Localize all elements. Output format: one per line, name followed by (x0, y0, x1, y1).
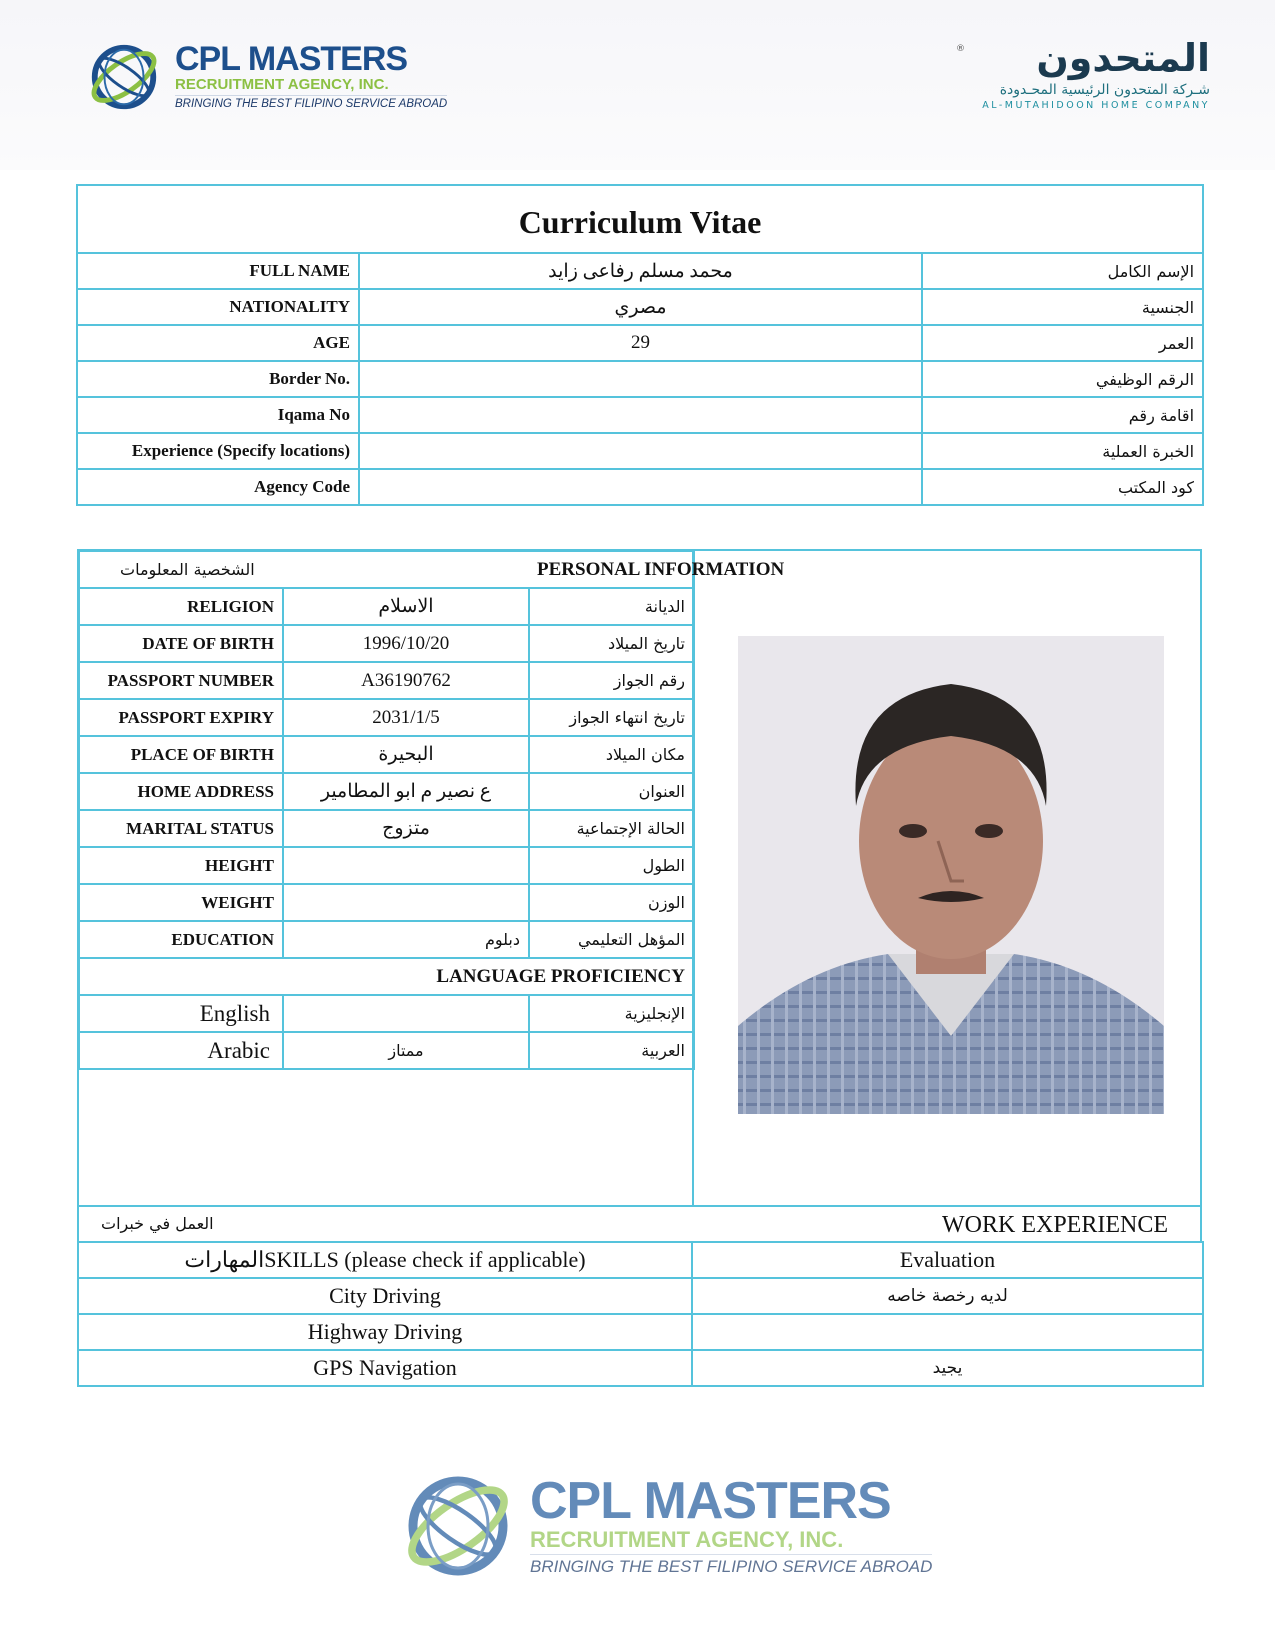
personal-value: 2031/1/5 (283, 699, 529, 736)
portrait-illustration (738, 636, 1164, 1114)
al-mutahidoon-arabic-subtitle: شـركة المتحدون الرئيسية المحـدودة (999, 81, 1210, 98)
globe-swoosh-icon (398, 1466, 518, 1586)
personal-info-heading-text: PERSONAL INFORMATION (537, 558, 785, 580)
cv-value: 29 (359, 325, 922, 361)
globe-swoosh-icon (85, 38, 163, 116)
personal-row-height (79, 847, 694, 884)
personal-value: A36190762 (283, 662, 529, 699)
personal-value: ع نصير م ابو المطامير (283, 773, 529, 810)
personal-row-date-of-birth (79, 625, 694, 662)
cpl-footer-name: CPL MASTERS (530, 1472, 891, 1531)
personal-value (283, 884, 529, 921)
cv-value (359, 469, 922, 505)
language-row-arabic (79, 1032, 694, 1069)
personal-value: البحيرة (283, 736, 529, 773)
cv-arabic-label: العمر (922, 325, 1203, 361)
cpl-masters-footer-logo (398, 1466, 932, 1586)
skill-row-gps-navigation (78, 1350, 1203, 1386)
personal-value: دبلوم (283, 921, 529, 958)
personal-row-passport-expiry (79, 699, 694, 736)
cv-label: Agency Code (77, 469, 359, 505)
language-arabic-name: العربية (529, 1032, 694, 1069)
personal-row-place-of-birth (79, 736, 694, 773)
personal-arabic-label: الديانة (529, 588, 694, 625)
cv-arabic-label: الخبرة العملية (922, 433, 1203, 469)
skill-name: GPS Navigation (78, 1350, 692, 1386)
cv-title: Curriculum Vitae (77, 185, 1203, 253)
personal-label: PASSPORT EXPIRY (79, 699, 283, 736)
cv-row-agency-code (77, 469, 1203, 505)
personal-label: EDUCATION (79, 921, 283, 958)
cv-row-full-name (77, 253, 1203, 289)
cv-row-experience (77, 433, 1203, 469)
skill-evaluation: لديه رخصة خاصه (692, 1278, 1203, 1314)
personal-row-marital-status (79, 810, 694, 847)
cpl-logo-subtitle: RECRUITMENT AGENCY, INC. (175, 76, 389, 93)
cv-arabic-label: الرقم الوظيفي (922, 361, 1203, 397)
cpl-masters-logo (85, 38, 447, 116)
personal-label: HOME ADDRESS (79, 773, 283, 810)
personal-arabic-label: الحالة الإجتماعية (529, 810, 694, 847)
cpl-logo-name: CPL MASTERS (175, 40, 408, 78)
language-name: Arabic (79, 1032, 283, 1069)
skills-heading: المهاراتSKILLS (please check if applicable) (78, 1242, 692, 1278)
cpl-logo-tagline: BRINGING THE BEST FILIPINO SERVICE ABROAD (175, 95, 447, 110)
al-mutahidoon-english-name: AL-MUTAHIDOON HOME COMPANY (982, 99, 1210, 111)
skill-row-city-driving (78, 1278, 1203, 1314)
cv-value (359, 361, 922, 397)
cv-label: AGE (77, 325, 359, 361)
cv-arabic-label: الجنسية (922, 289, 1203, 325)
cv-label: Iqama No (77, 397, 359, 433)
personal-arabic-label: رقم الجواز (529, 662, 694, 699)
work-experience-heading: WORK EXPERIENCE (942, 1212, 1168, 1238)
cv-table (76, 184, 1204, 506)
personal-arabic-label: تاريخ الميلاد (529, 625, 694, 662)
personal-row-passport-number (79, 662, 694, 699)
personal-label: HEIGHT (79, 847, 283, 884)
cv-value: مصري (359, 289, 922, 325)
language-arabic-name: الإنجليزية (529, 995, 694, 1032)
cpl-footer-tagline: BRINGING THE BEST FILIPINO SERVICE ABROAD (530, 1554, 932, 1577)
language-level: ممتاز (283, 1032, 529, 1069)
language-proficiency-heading: LANGUAGE PROFICIENCY (79, 958, 694, 995)
personal-label: MARITAL STATUS (79, 810, 283, 847)
cv-row-border-no (77, 361, 1203, 397)
work-experience-row (77, 1205, 1202, 1243)
skills-header-row (78, 1242, 1203, 1278)
cv-value (359, 433, 922, 469)
personal-label: WEIGHT (79, 884, 283, 921)
personal-row-home-address (79, 773, 694, 810)
al-mutahidoon-arabic-name: المتحدون (1036, 36, 1210, 80)
language-level (283, 995, 529, 1032)
personal-arabic-label: مكان الميلاد (529, 736, 694, 773)
personal-info-heading (529, 551, 785, 588)
cv-arabic-label: اقامة رقم (922, 397, 1203, 433)
cv-label: Experience (Specify locations) (77, 433, 359, 469)
personal-arabic-label: الطول (529, 847, 694, 884)
skill-name: City Driving (78, 1278, 692, 1314)
personal-value: الاسلام (283, 588, 529, 625)
cv-row-nationality (77, 289, 1203, 325)
registered-mark: ® (956, 44, 965, 54)
skill-row-highway-driving (78, 1314, 1203, 1350)
personal-value: 1996/10/20 (283, 625, 529, 662)
personal-arabic-label: الوزن (529, 884, 694, 921)
cv-arabic-label: الإسم الكامل (922, 253, 1203, 289)
personal-arabic-label: العنوان (529, 773, 694, 810)
language-row-english (79, 995, 694, 1032)
personal-arabic-label: تاريخ انتهاء الجواز (529, 699, 694, 736)
personal-row-education (79, 921, 694, 958)
personal-info-table (78, 550, 785, 1070)
cv-value (359, 397, 922, 433)
language-name: English (79, 995, 283, 1032)
personal-row-religion (79, 588, 694, 625)
personal-arabic-label: المؤهل التعليمي (529, 921, 694, 958)
skill-evaluation: يجيد (692, 1350, 1203, 1386)
personal-info-heading-arabic: الشخصية المعلومات (79, 551, 529, 588)
personal-value (283, 847, 529, 884)
cv-arabic-label: كود المكتب (922, 469, 1203, 505)
personal-label: PLACE OF BIRTH (79, 736, 283, 773)
skills-table (77, 1241, 1204, 1387)
personal-label: RELIGION (79, 588, 283, 625)
work-experience-heading-arabic: العمل في خبرات (101, 1214, 214, 1233)
cpl-footer-subtitle: RECRUITMENT AGENCY, INC. (530, 1527, 844, 1553)
al-mutahidoon-logo (950, 38, 1210, 111)
personal-value: متزوج (283, 810, 529, 847)
cv-value: محمد مسلم رفاعى زايد (359, 253, 922, 289)
evaluation-heading: Evaluation (692, 1242, 1203, 1278)
cv-row-age (77, 325, 1203, 361)
personal-info-header (79, 551, 694, 588)
skill-evaluation (692, 1314, 1203, 1350)
cv-label: Border No. (77, 361, 359, 397)
cv-row-iqama-no (77, 397, 1203, 433)
skill-name: Highway Driving (78, 1314, 692, 1350)
language-proficiency-header (79, 958, 694, 995)
candidate-photo (738, 636, 1164, 1114)
personal-label: DATE OF BIRTH (79, 625, 283, 662)
cv-label: FULL NAME (77, 253, 359, 289)
personal-row-weight (79, 884, 694, 921)
cv-label: NATIONALITY (77, 289, 359, 325)
personal-label: PASSPORT NUMBER (79, 662, 283, 699)
